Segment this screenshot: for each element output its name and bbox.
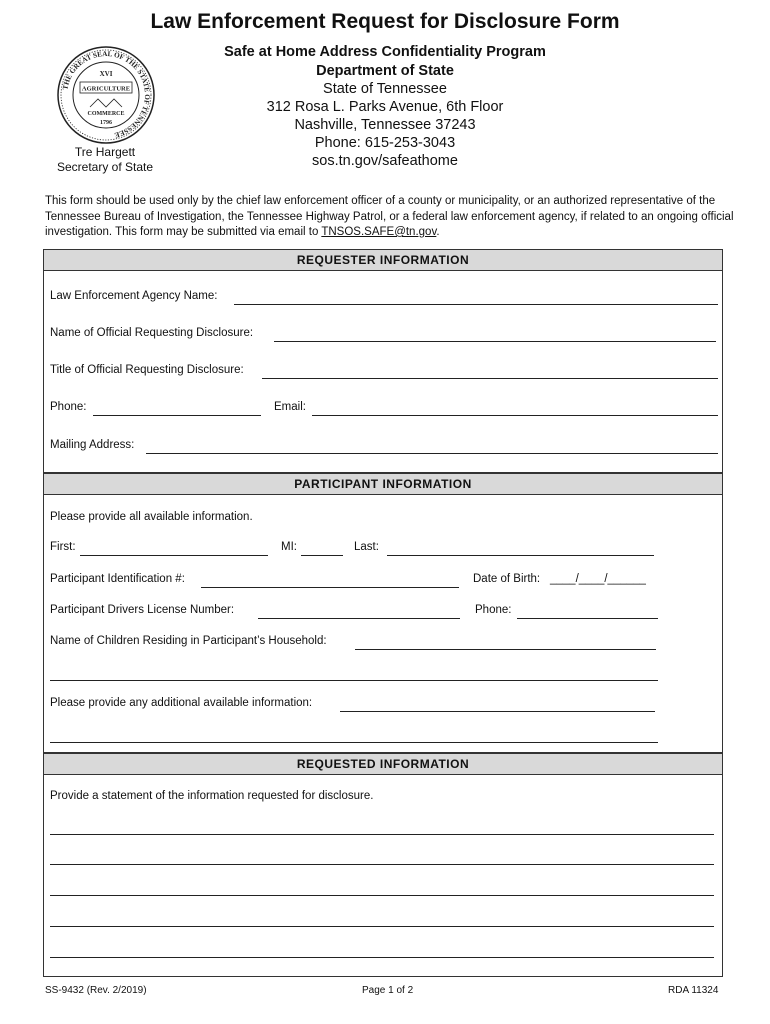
requester-phone-label: Phone:: [50, 401, 87, 413]
middle-initial-label: MI:: [281, 541, 297, 553]
additional-info-field-continued[interactable]: [50, 742, 658, 743]
last-name-label: Last:: [354, 541, 379, 553]
phone-number: Phone: 615-253-3043: [314, 135, 456, 151]
participant-id-label: Participant Identification #:: [50, 573, 185, 585]
official-name-field[interactable]: [274, 341, 716, 342]
department-name: Department of State: [316, 63, 454, 79]
official-title-field[interactable]: [262, 378, 718, 379]
participant-heading: PARTICIPANT INFORMATION: [43, 473, 723, 495]
dob-label: Date of Birth:: [473, 573, 541, 585]
state-name: State of Tennessee: [323, 81, 447, 97]
agency-field[interactable]: [234, 304, 718, 305]
street-address: 312 Rosa L. Parks Avenue, 6th Floor: [266, 99, 504, 115]
dob-field[interactable]: ____/____/______: [550, 573, 646, 585]
statement-line-1[interactable]: [50, 834, 714, 835]
last-name-field[interactable]: [387, 555, 654, 556]
statement-line-4[interactable]: [50, 926, 714, 927]
rda-number: RDA 11324: [668, 985, 719, 996]
city-address: Nashville, Tennessee 37243: [294, 117, 476, 133]
form-id: SS-9432 (Rev. 2/2019): [45, 985, 147, 996]
participant-phone-field[interactable]: [517, 618, 658, 619]
form-title: Law Enforcement Request for Disclosure Form: [150, 10, 620, 33]
participant-phone-label: Phone:: [475, 604, 512, 616]
first-name-label: First:: [50, 541, 76, 553]
intro-paragraph: This form should be used only by the chief law enforcement officer of a county or municipality, or an authorized representative of the Tennessee Bureau of Investigation, the Tennessee Highway Patrol, or a federal law enforcement agency, if related to an ongoing official investigation. This form may be submitted via email to TNSOS.SAFE@tn.gov.: [45, 195, 734, 238]
agency-label: Law Enforcement Agency Name:: [50, 290, 218, 302]
participant-note: Please provide all available information.: [50, 511, 253, 523]
requester-phone-field[interactable]: [93, 415, 261, 416]
official-name-label: Name of Official Requesting Disclosure:: [50, 327, 254, 339]
official-title-label: Title of Official Requesting Disclosure:: [50, 364, 244, 376]
requester-email-label: Email:: [274, 401, 306, 413]
statement-line-2[interactable]: [50, 864, 714, 865]
license-label: Participant Drivers License Number:: [50, 604, 235, 616]
middle-initial-field[interactable]: [301, 555, 343, 556]
signatory-name: Tre Hargett: [74, 145, 136, 159]
svg-text:THE GREAT SEAL OF THE STATE OF: THE GREAT SEAL OF THE STATE OF TENNESSEE: [61, 49, 152, 139]
requester-email-field[interactable]: [312, 415, 718, 416]
requester-section: [43, 249, 723, 473]
requested-prompt: Provide a statement of the information requested for disclosure.: [50, 790, 374, 802]
children-label: Name of Children Residing in Participant’s Household:: [50, 635, 327, 647]
requested-section: [43, 753, 723, 977]
email-link[interactable]: TNSOS.SAFE@tn.gov: [321, 226, 437, 238]
website: sos.tn.gov/safeathome: [312, 153, 458, 169]
statement-line-5[interactable]: [50, 957, 714, 958]
requester-heading: REQUESTER INFORMATION: [43, 249, 723, 271]
additional-info-field[interactable]: [340, 711, 655, 712]
requested-heading: REQUESTED INFORMATION: [43, 753, 723, 775]
svg-text:XVI: XVI: [99, 70, 113, 78]
mailing-address-field[interactable]: [146, 453, 718, 454]
program-name: Safe at Home Address Confidentiality Program: [224, 44, 546, 60]
children-field[interactable]: [355, 649, 656, 650]
statement-line-3[interactable]: [50, 895, 714, 896]
participant-id-field[interactable]: [201, 587, 459, 588]
license-field[interactable]: [258, 618, 460, 619]
svg-text:COMMERCE: COMMERCE: [87, 111, 125, 117]
mailing-address-label: Mailing Address:: [50, 439, 135, 451]
svg-text:1796: 1796: [100, 120, 112, 126]
children-field-continued[interactable]: [50, 680, 658, 681]
additional-info-label: Please provide any additional available information:: [50, 697, 313, 709]
page-number: Page 1 of 2: [362, 985, 414, 996]
tennessee-state-seal: [56, 45, 156, 145]
signatory-position: Secretary of State: [56, 160, 154, 174]
svg-text:AGRICULTURE: AGRICULTURE: [81, 85, 131, 93]
first-name-field[interactable]: [80, 555, 268, 556]
